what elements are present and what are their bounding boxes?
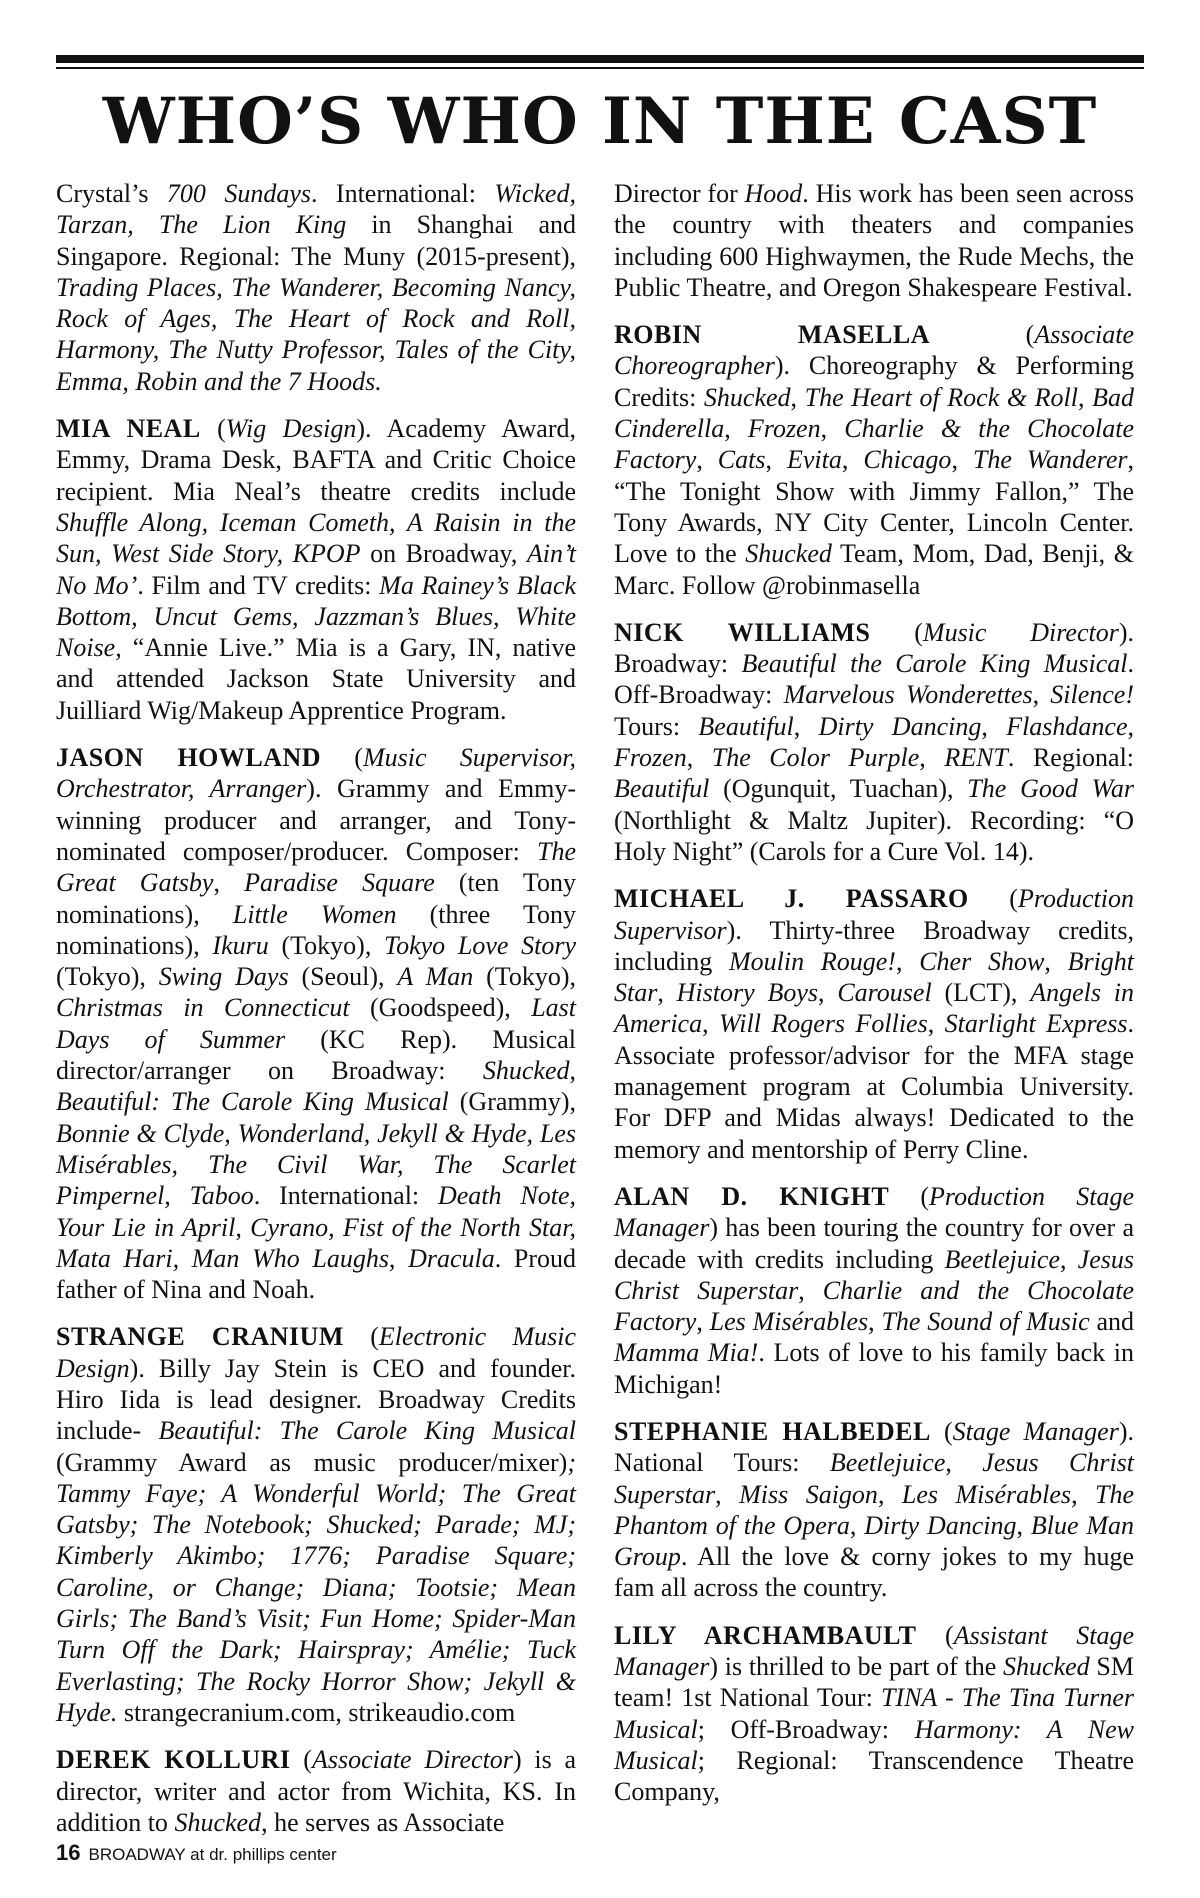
- bio-text: Crystal’s 700 Sundays. International: Wicked, Tarzan, The Lion King in Shanghai and Singapore. Regional: The Muny (2015-present), Trading Places, The Wanderer, Becoming Nancy, Rock of Ages, The Heart of Rock and Roll, Harmony, The Nutty Professor, Tales of the City, Emma, Robin and the 7 Hoods.: [56, 179, 576, 396]
- page-title: WHO’S WHO IN THE CAST: [102, 84, 1098, 159]
- page-footer: [56, 1842, 337, 1866]
- bio-name: ROBIN MASELLA: [614, 320, 930, 350]
- bio-entry: [614, 883, 1134, 1165]
- bio-text: (Stage Manager). National Tours: Beetlejuice, Jesus Christ Superstar, Miss Saigon, Les Misérables, The Phantom of the Opera, Dirty Dancing, Blue Man Group. All the love & corny jokes to my huge fam all across the country.: [614, 1416, 1135, 1603]
- bio-entry: [614, 319, 1134, 601]
- bio-entry: [56, 1321, 576, 1728]
- bio-entry: [56, 742, 576, 1305]
- bio-text: (Assistant Stage Manager) is thrilled to be part of the Shucked SM team! 1st National Tour: TINA - The Tina Turner Musical; Off-Broadway: Harmony: A New Musical; Regional: Transcendence Theatre Company,: [614, 1620, 1135, 1807]
- bio-entry: [56, 413, 576, 726]
- page-number: 16: [56, 1840, 81, 1865]
- bio-name: DEREK KOLLURI: [56, 1745, 291, 1775]
- bio-entry: [56, 178, 576, 397]
- bio-name: STEPHANIE HALBEDEL: [614, 1416, 931, 1446]
- bio-entry: [614, 1181, 1134, 1400]
- bio-entry: [614, 1620, 1134, 1808]
- bio-entry: [614, 178, 1134, 303]
- bio-text: (Associate Director) is a director, writer and actor from Wichita, KS. In addition to Shucked, he serves as Associate: [56, 1745, 576, 1837]
- bio-text: (Electronic Music Design). Billy Jay Stein is CEO and founder. Hiro Iida is lead designer. Broadway Credits include- Beautiful: The Carole King Musical (Grammy Award as music producer/mixer); Tammy Faye; A Wonderful World; The Great Gatsby; The Notebook; Shucked; Parade; MJ; Kimberly Akimbo; 1776; Paradise Square; Caroline, or Change; Diana; Tootsie; Mean Girls; The Band’s Visit; Fun Home; Spider-Man Turn Off the Dark; Hairspray; Amélie; Tuck Everlasting; The Rocky Horror Show; Jekyll & Hyde. strangecranium.com, strikeaudio.com: [56, 1322, 576, 1727]
- publication-name: BROADWAY at dr. phillips center: [88, 1845, 337, 1864]
- bio-name: LILY ARCHAMBAULT: [614, 1620, 917, 1650]
- bio-name: JASON HOWLAND: [56, 743, 322, 773]
- bio-name: MIA NEAL: [56, 414, 201, 444]
- bio-text: (Wig Design). Academy Award, Emmy, Drama Desk, BAFTA and Critic Choice recipient. Mia Neal’s theatre credits include Shuffle Along, Iceman Cometh, A Raisin in the Sun, West Side Story, KPOP on Broadway, Ain’t No Mo’. Film and TV credits: Ma Rainey’s Black Bottom, Uncut Gems, Jazzman’s Blues, White Noise, “Annie Live.” Mia is a Gary, IN, native and attended Jackson State University and Juilliard Wig/Makeup Apprentice Program.: [56, 414, 576, 725]
- right-column: [614, 178, 1134, 1824]
- bio-entry: [614, 1416, 1134, 1604]
- bio-text: (Music Director). Broadway: Beautiful the Carole King Musical. Off-Broadway: Marvelous Wonderettes, Silence! Tours: Beautiful, Dirty Dancing, Flashdance, Frozen, The Color Purple, RENT. Regional: Beautiful (Ogunquit, Tuachan), The Good War (Northlight & Maltz Jupiter). Recording: “O Holy Night” (Carols for a Cure Vol. 14).: [614, 617, 1135, 866]
- bio-text: (Production Supervisor). Thirty-three Broadway credits, including Moulin Rouge!, Cher Show, Bright Star, History Boys, Carousel (LCT), Angels in America, Will Rogers Follies, Starlight Express. Associate professor/advisor for the MFA stage management program at Columbia University. For DFP and Midas always! Dedicated to the memory and mentorship of Perry Cline.: [614, 884, 1135, 1164]
- bio-name: MICHAEL J. PASSARO: [614, 884, 969, 914]
- bio-text: (Production Stage Manager) has been touring the country for over a decade with credits including Beetlejuice, Jesus Christ Superstar, Charlie and the Chocolate Factory, Les Misérables, The Sound of Music and Mamma Mia!. Lots of love to his family back in Michigan!: [614, 1181, 1135, 1399]
- header-rule-thin: [56, 67, 1144, 69]
- bio-text: (Music Supervisor, Orchestrator, Arranger). Grammy and Emmy-winning producer and arranger, and Tony-nominated composer/producer. Composer: The Great Gatsby, Paradise Square (ten Tony nominations), Little Women (three Tony nominations), Ikuru (Tokyo), Tokyo Love Story (Tokyo), Swing Days (Seoul), A Man (Tokyo), Christmas in Connecticut (Goodspeed), Last Days of Summer (KC Rep). Musical director/arranger on Broadway: Shucked, Beautiful: The Carole King Musical (Grammy), Bonnie & Clyde, Wonderland, Jekyll & Hyde, Les Misérables, The Civil War, The Scarlet Pimpernel, Taboo. International: Death Note, Your Lie in April, Cyrano, Fist of the North Star, Mata Hari, Man Who Laughs, Dracula. Proud father of Nina and Noah.: [56, 743, 577, 1305]
- bio-name: ALAN D. KNIGHT: [614, 1181, 890, 1211]
- bio-entry: [614, 617, 1134, 867]
- bio-text: (Associate Choreographer). Choreography & Performing Credits: Shucked, The Heart of Rock & Roll, Bad Cinderella, Frozen, Charlie & the Chocolate Factory, Cats, Evita, Chicago, The Wanderer, “The Tonight Show with Jimmy Fallon,” The Tony Awards, NY City Center, Lincoln Center. Love to the Shucked Team, Mom, Dad, Benji, & Marc. Follow @robinmasella: [614, 320, 1135, 600]
- header-rule-thick: [56, 55, 1144, 63]
- bio-name: NICK WILLIAMS: [614, 617, 871, 647]
- bio-entry: [56, 1744, 576, 1838]
- left-column: [56, 178, 576, 1854]
- bio-text: Director for Hood. His work has been seen across the country with theaters and companies including 600 Highwaymen, the Rude Mechs, the Public Theatre, and Oregon Shakespeare Festival.: [614, 179, 1134, 302]
- bio-name: STRANGE CRANIUM: [56, 1322, 344, 1352]
